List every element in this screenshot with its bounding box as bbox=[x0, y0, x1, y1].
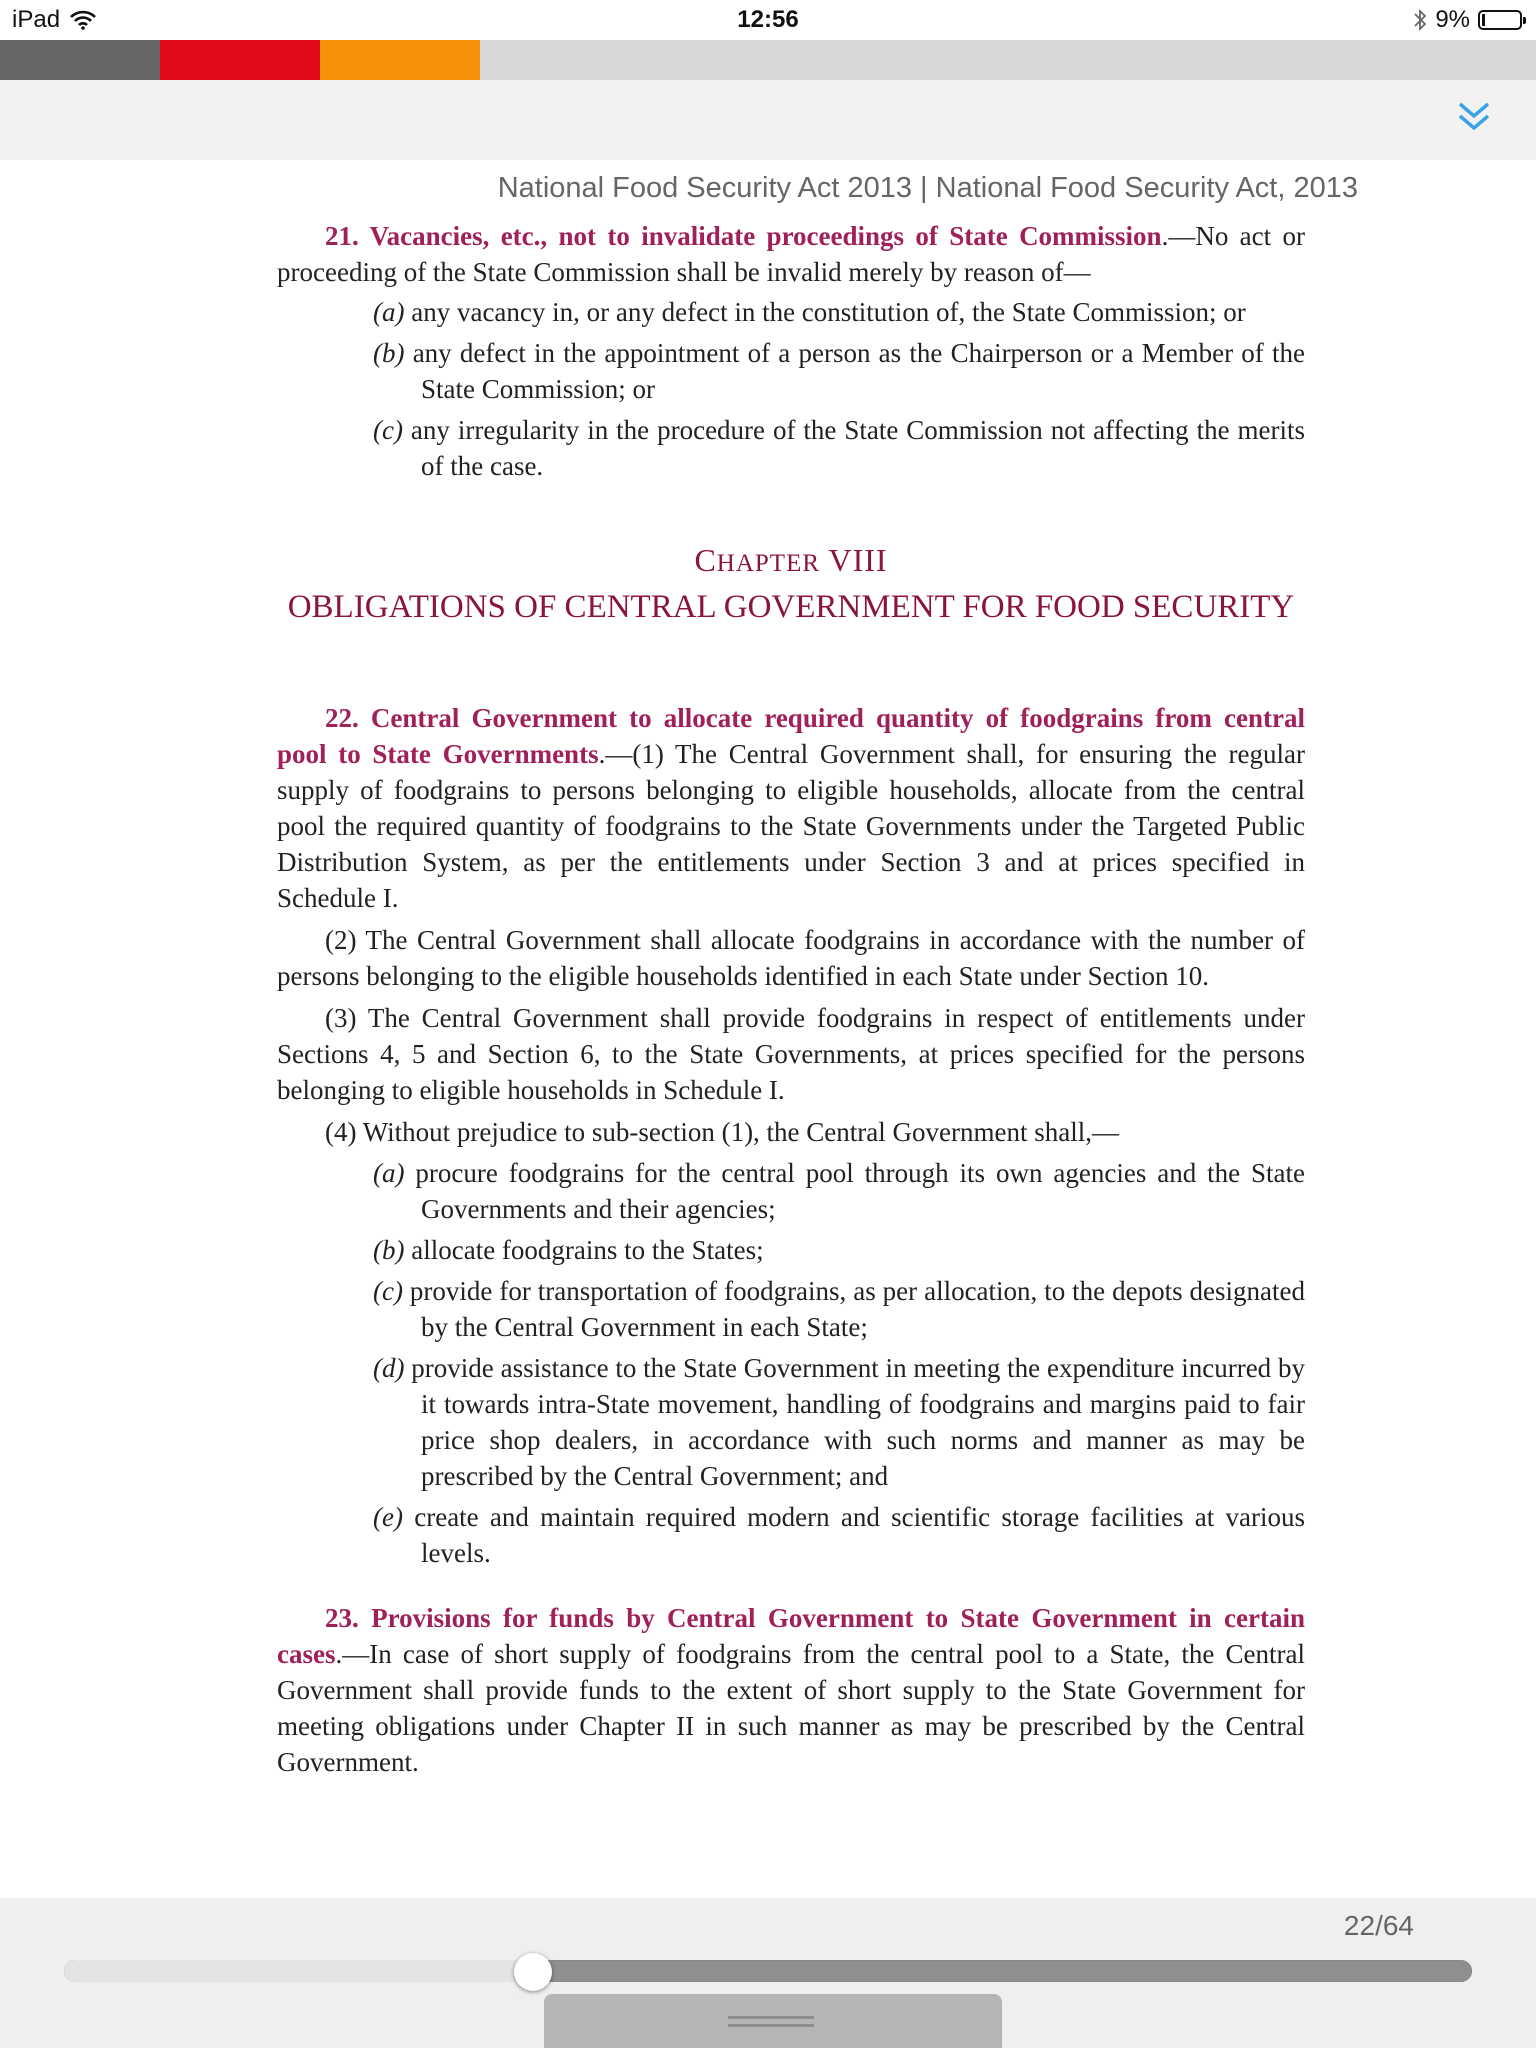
thumbnail-drawer-handle[interactable] bbox=[544, 1994, 1002, 2048]
section-heading: 23. Provisions for funds by Central Government to State Government in certain cases bbox=[277, 1603, 1305, 1669]
list-item: (b) allocate foodgrains to the States; bbox=[373, 1235, 764, 1265]
chapter-label: CHAPTER VIII bbox=[694, 542, 888, 578]
paragraph: (2) The Central Government shall allocate foodgrains in accordance with the number of persons belonging to the eligible households identified in each State under Section 10. bbox=[277, 925, 1305, 991]
page-slider[interactable] bbox=[64, 1960, 1472, 1982]
color-segment-gray bbox=[0, 40, 160, 80]
section-body: .—No act or proceeding of the State Commission shall be invalid merely by reason of— bbox=[277, 221, 1305, 287]
reader-toolbar bbox=[0, 80, 1536, 160]
battery-percent: 9% bbox=[1435, 6, 1470, 33]
bluetooth-icon bbox=[1413, 8, 1427, 32]
grip-line bbox=[728, 2016, 814, 2019]
section-heading: 21. Vacancies, etc., not to invalidate proceedings of State Commission bbox=[325, 221, 1162, 251]
clock: 12:56 bbox=[737, 6, 799, 33]
list-item: (c) any irregularity in the procedure of the State Commission not affecting the merits of the case. bbox=[373, 415, 1305, 481]
double-chevron-down-icon bbox=[1452, 94, 1496, 138]
section-23 bbox=[277, 1600, 1305, 1780]
page-indicator: 22/64 bbox=[1343, 1910, 1414, 1941]
list-item: (c) provide for transportation of foodgrains, as per allocation, to the depots designated by the Central Government in each State; bbox=[373, 1276, 1305, 1342]
chapter-title: OBLIGATIONS OF CENTRAL GOVERNMENT FOR FOOD SECURITY bbox=[287, 589, 1295, 625]
color-strip bbox=[0, 40, 1536, 80]
section-body: .—(1) The Central Government shall, for ensuring the regular supply of foodgrains to persons belonging to eligible households, allocate from the central pool the required quantity of foodgrains to the State Governments under the Targeted Public Distribution System, as per the entitlements under Section 3 and at prices specified in Schedule I. bbox=[277, 739, 1305, 913]
page-slider-thumb[interactable] bbox=[514, 1953, 552, 1991]
status-bar bbox=[0, 0, 1536, 40]
battery-icon bbox=[1478, 10, 1522, 30]
section-21 bbox=[277, 218, 1305, 484]
paragraph: (4) Without prejudice to sub-section (1), the Central Government shall,— bbox=[325, 1117, 1119, 1147]
page-slider-progress bbox=[64, 1960, 533, 1982]
list-item: (b) any defect in the appointment of a person as the Chairperson or a Member of the State Commission; or bbox=[373, 338, 1305, 404]
list-item: (a) any vacancy in, or any defect in the constitution of, the State Commission; or bbox=[373, 297, 1246, 327]
list-item: (e) create and maintain required modern and scientific storage facilities at various levels. bbox=[373, 1502, 1305, 1568]
color-segment-orange bbox=[320, 40, 480, 80]
grip-line bbox=[728, 2024, 814, 2027]
section-heading: 22. Central Government to allocate required quantity of foodgrains from central pool to State Governments bbox=[277, 703, 1305, 769]
device-name: iPad bbox=[12, 6, 61, 33]
list-item: (a) procure foodgrains for the central pool through its own agencies and the State Governments and their agencies; bbox=[373, 1158, 1305, 1224]
chapter-heading bbox=[277, 542, 1305, 629]
section-22 bbox=[277, 700, 1305, 1571]
list-item: (d) provide assistance to the State Government in meeting the expenditure incurred by it towards intra-State movement, handling of foodgrains and margins paid to fair price shop dealers, in accordance with such norms and manner as may be prescribed by the Central Government; and bbox=[373, 1353, 1305, 1491]
collapse-button[interactable] bbox=[1452, 94, 1496, 138]
section-body: .—In case of short supply of foodgrains from the central pool to a State, the Central Government shall provide funds to the extent of short supply to the State Government for meeting obligations under Chapter II in such manner as may be prescribed by the Central Government. bbox=[277, 1639, 1305, 1777]
paragraph: (3) The Central Government shall provide foodgrains in respect of entitlements under Sections 4, 5 and Section 6, to the State Governments, at prices specified for the persons belonging to eligible households in Schedule I. bbox=[277, 1003, 1305, 1105]
running-head: National Food Security Act 2013 | National Food Security Act, 2013 bbox=[497, 172, 1358, 204]
color-segment-red bbox=[160, 40, 320, 80]
